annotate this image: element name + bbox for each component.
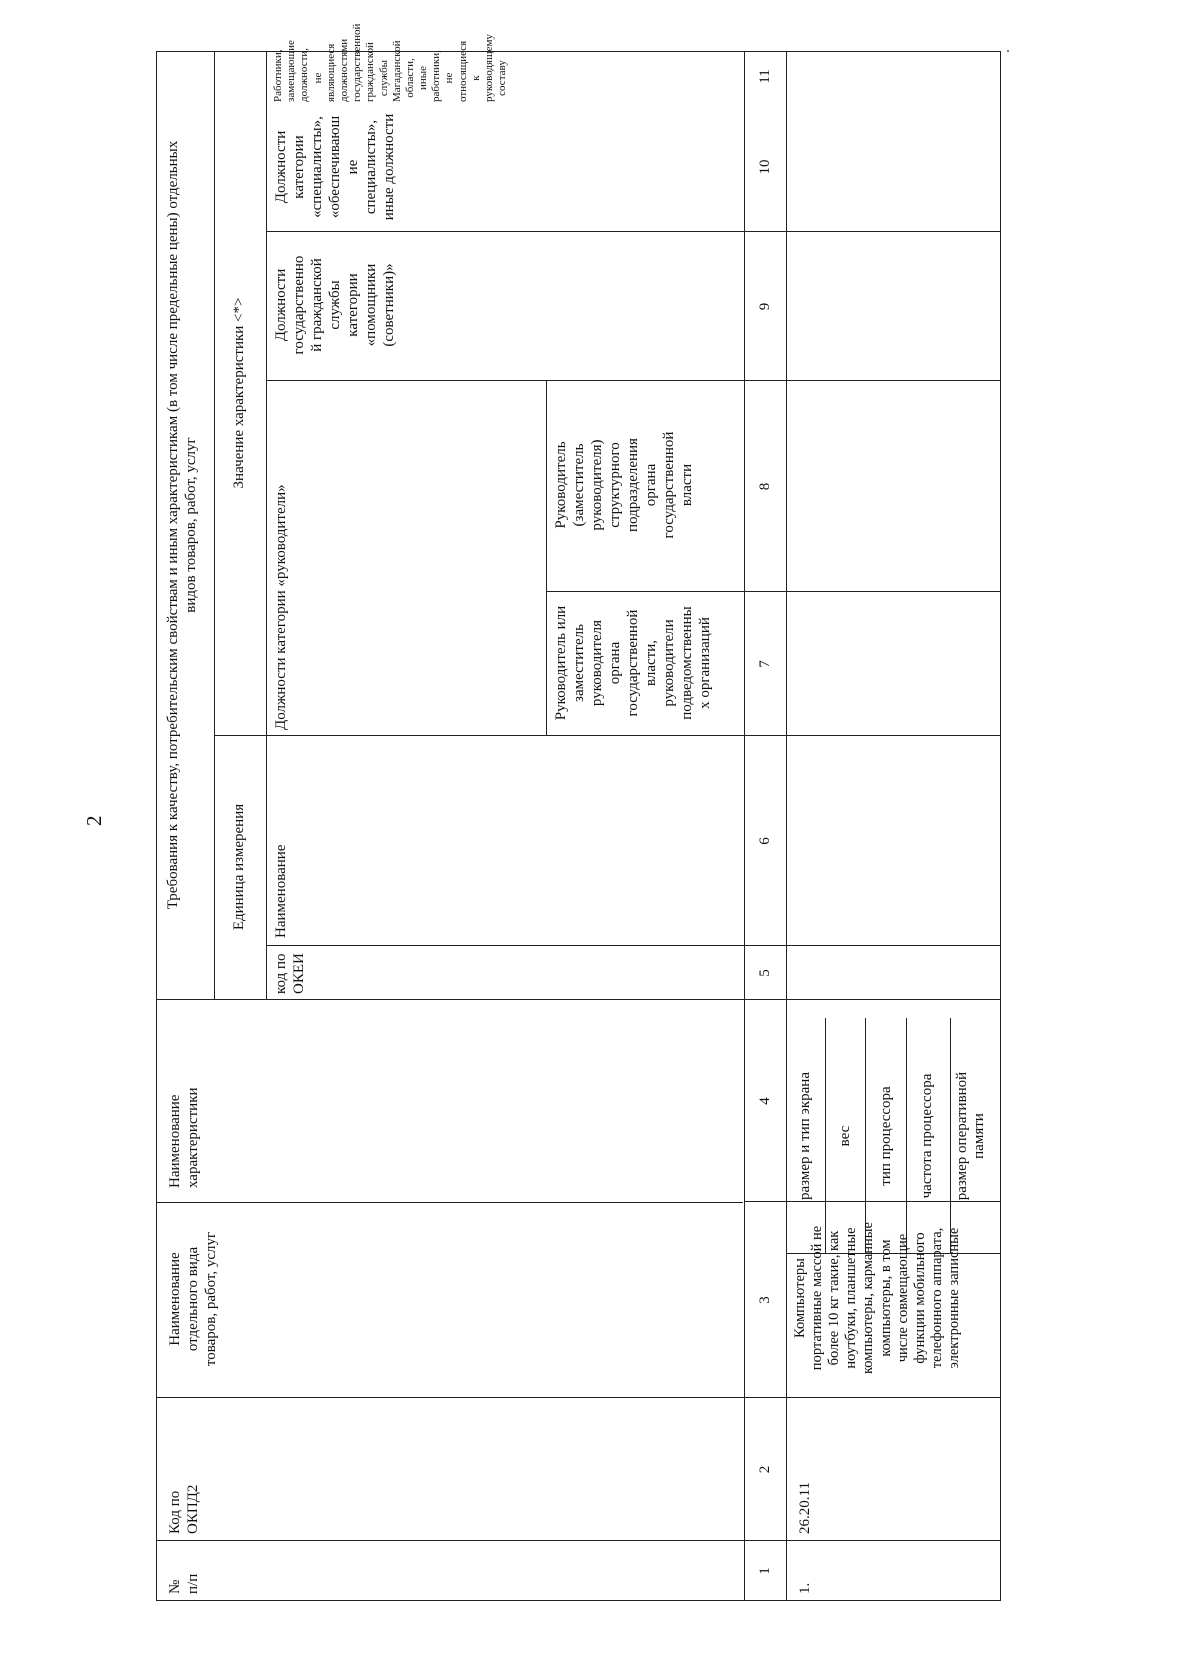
header-col10: Должности категории «специалисты», «обеспечиваюш ие специалисты», иные должности	[273, 113, 397, 221]
hline-under-requirements	[214, 51, 215, 1000]
hline-under-leaders	[546, 381, 547, 736]
header-col7: Руководитель или заместитель руководителя органа государственной власти, руководители подведомственны х организаций	[553, 605, 713, 721]
vline-1	[156, 1540, 1001, 1541]
vline-9	[266, 231, 1001, 232]
col-number-2: 2	[757, 1465, 773, 1474]
row-item-name: Компьютеры портативные массой не более 10 кг такие, как ноутбуки, планшетные компьютеры, карманные компьютеры, в том числе совмещающие функции мобильного телефонного аппарата, электронные записные	[792, 1222, 962, 1374]
vline-3	[156, 1202, 743, 1203]
header-leaders-category: Должности категории «руководители»	[273, 484, 289, 730]
col-number-6: 6	[757, 837, 773, 845]
header-item-name: Наименование отдельного вида товаров, работ, услуг	[167, 1231, 219, 1367]
header-unit-name: Наименование	[273, 844, 289, 938]
col-number-7: 7	[757, 660, 773, 668]
scan-speck	[1007, 50, 1009, 52]
vline-2	[156, 1397, 1001, 1398]
vline-4	[156, 999, 1001, 1000]
col-number-8: 8	[757, 482, 773, 491]
header-unit-code: код по ОКЕИ	[273, 953, 307, 994]
header-okpd-code: Код по ОКПД2	[167, 1484, 201, 1534]
hline-under-header	[744, 51, 745, 1601]
col-number-10: 10	[757, 159, 773, 175]
header-requirements: Требования к качеству, потребительским свойствам и иным характеристикам (в том числе предельные цены) отдельных видов товаров, работ, услуг	[165, 140, 199, 910]
col-number-5: 5	[757, 969, 773, 977]
col-number-9: 9	[757, 302, 773, 311]
header-characteristic-name: Наименование характеристики	[167, 1087, 201, 1188]
header-col8: Руководитель (заместитель руководителя) структурного подразделения органа государственной власти	[553, 431, 695, 539]
vline-6	[214, 735, 1001, 736]
characteristic-cpu-frequency: частота процессора	[919, 1073, 935, 1199]
header-num: № п/п	[167, 1573, 201, 1594]
header-value-group: Значение характеристики <*>	[231, 297, 247, 489]
characteristic-cpu-type: тип процессора	[878, 1086, 894, 1186]
hline-under-unit-value	[266, 51, 267, 1000]
col-number-1: 1	[757, 1567, 773, 1575]
col-number-11: 11	[757, 69, 773, 84]
characteristic-weight: вес	[837, 1125, 853, 1147]
vline-5	[266, 945, 1001, 946]
characteristic-screen: размер и тип экрана	[797, 1072, 813, 1200]
header-col11: Работники, замещающие должности, не являющиеся должностями государственной гражданской службы Магаданской области, иные работники, не относящиеся к руководящему составу	[272, 23, 509, 102]
row-num: 1.	[797, 1582, 813, 1594]
header-col9: Должности государственно й гражданской службы категории «помощники (советники)»	[273, 255, 397, 355]
page-number: 2	[82, 815, 106, 826]
col-number-3: 3	[757, 1296, 773, 1304]
row-okpd-code: 26.20.11	[797, 1482, 813, 1534]
characteristic-ram-size: размер оперативной памяти	[954, 1071, 987, 1201]
header-unit-group: Единица измерения	[231, 803, 247, 931]
hline-under-numbers	[786, 51, 787, 1601]
col-number-4: 4	[757, 1097, 773, 1105]
vline-8	[266, 380, 1001, 381]
